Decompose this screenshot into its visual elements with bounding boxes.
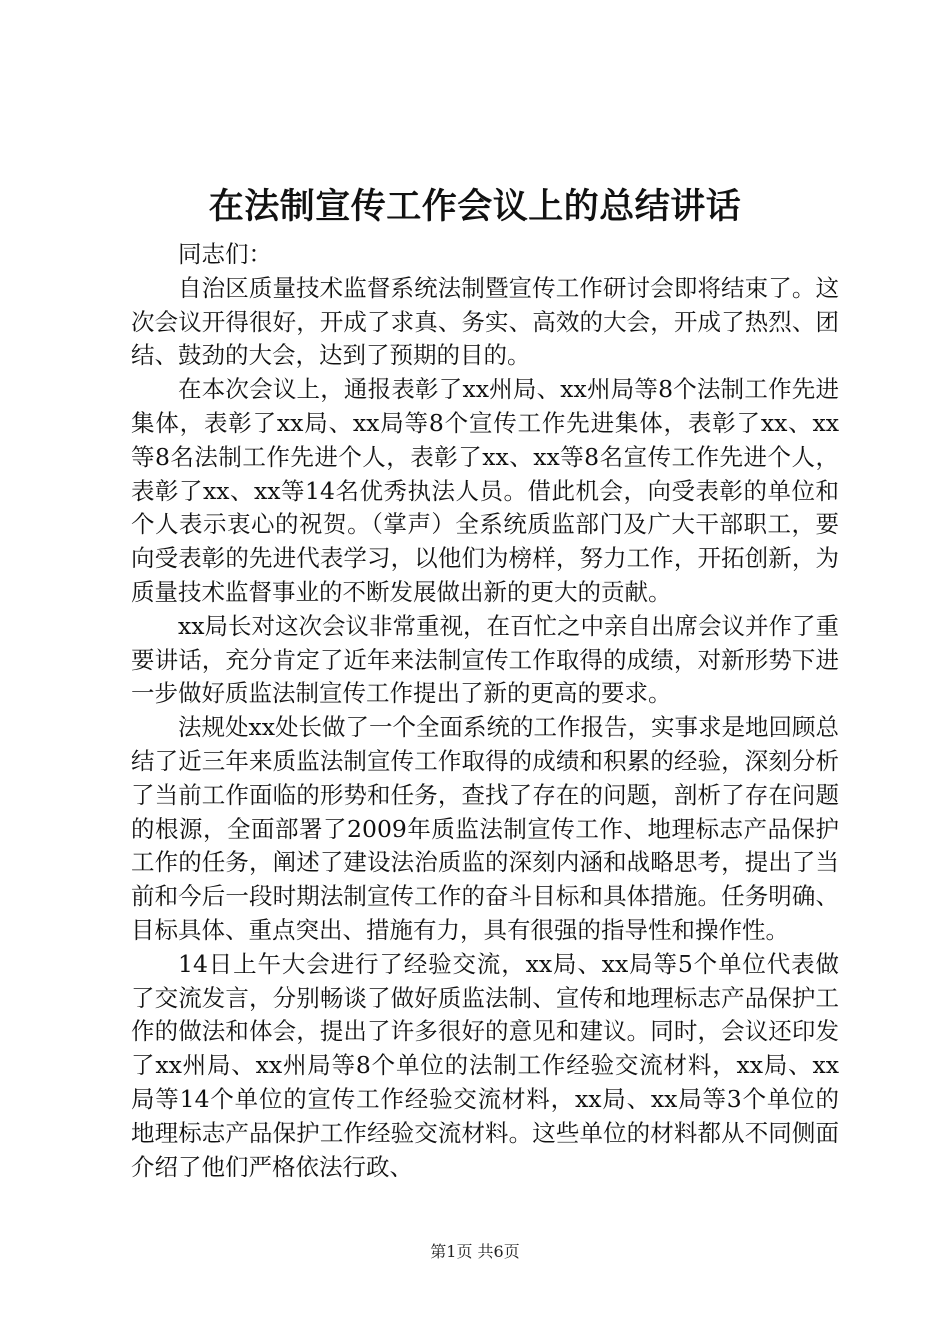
paragraph: 14日上午大会进行了经验交流，xx局、xx局等5个单位代表做了交流发言，分别畅谈了做好质监法制、宣传和地理标志产品保护工作的做法和体会，提出了许多很好的意见和建议。同时，会议还印发了xx州局、xx州局等8个单位的法制工作经验交流材料，xx局、xx局等14个单位的宣传工作经验交流材料，xx局、xx局等3个单位的地理标志产品保护工作经验交流材料。这些单位的材料都从不同侧面介绍了他们严格依法行政、 [131, 949, 839, 1181]
paragraph: xx局长对这次会议非常重视，在百忙之中亲自出席会议并作了重要讲话，充分肯定了近年来法制宣传工作取得的成绩，对新形势下进一步做好质监法制宣传工作提出了新的更高的要求。 [131, 611, 840, 708]
paragraph: 在本次会议上，通报表彰了xx州局、xx州局等8个法制工作先进集体，表彰了xx局、xx局等8个宣传工作先进集体，表彰了xx、xx等8名法制工作先进个人，表彰了xx、xx等8名宣传工作先进个人，表彰了xx、xx等14名优秀执法人员。借此机会，向受表彰的单位和个人表示衷心的祝贺。（掌声）全系统质监部门及广大干部职工，要向受表彰的先进代表学习，以他们为榜样，努力工作，开拓创新，为质量技术监督事业的不断发展做出新的更大的贡献。 [131, 375, 839, 606]
paragraph: 法规处xx处长做了一个全面系统的工作报告，实事求是地回顾总结了近三年来质监法制宣传工作取得的成绩和积累的经验，深刻分析了当前工作面临的形势和任务，查找了存在的问题，剖析了存在问题的根源，全面部署了2009年质监法制宣传工作、地理标志产品保护工作的任务，阐述了建设法治质监的深刻内涵和战略思考，提出了当前和今后一段时期法制宣传工作的奋斗目标和具体措施。任务明确、目标具体、重点突出、措施有力，具有很强的指导性和操作性。 [131, 713, 840, 944]
document-title: 在法制宣传工作会议上的总结讲话 [208, 186, 742, 227]
salutation: 同志们： [178, 240, 272, 268]
document-body [131, 238, 839, 1184]
paragraph: 自治区质量技术监督系统法制暨宣传工作研讨会即将结束了。这次会议开得很好，开成了求真、务实、高效的大会，开成了热烈、团结、鼓劲的大会，达到了预期的目的。 [131, 273, 839, 370]
page-footer: 第1页 共6页 [430, 1242, 520, 1261]
